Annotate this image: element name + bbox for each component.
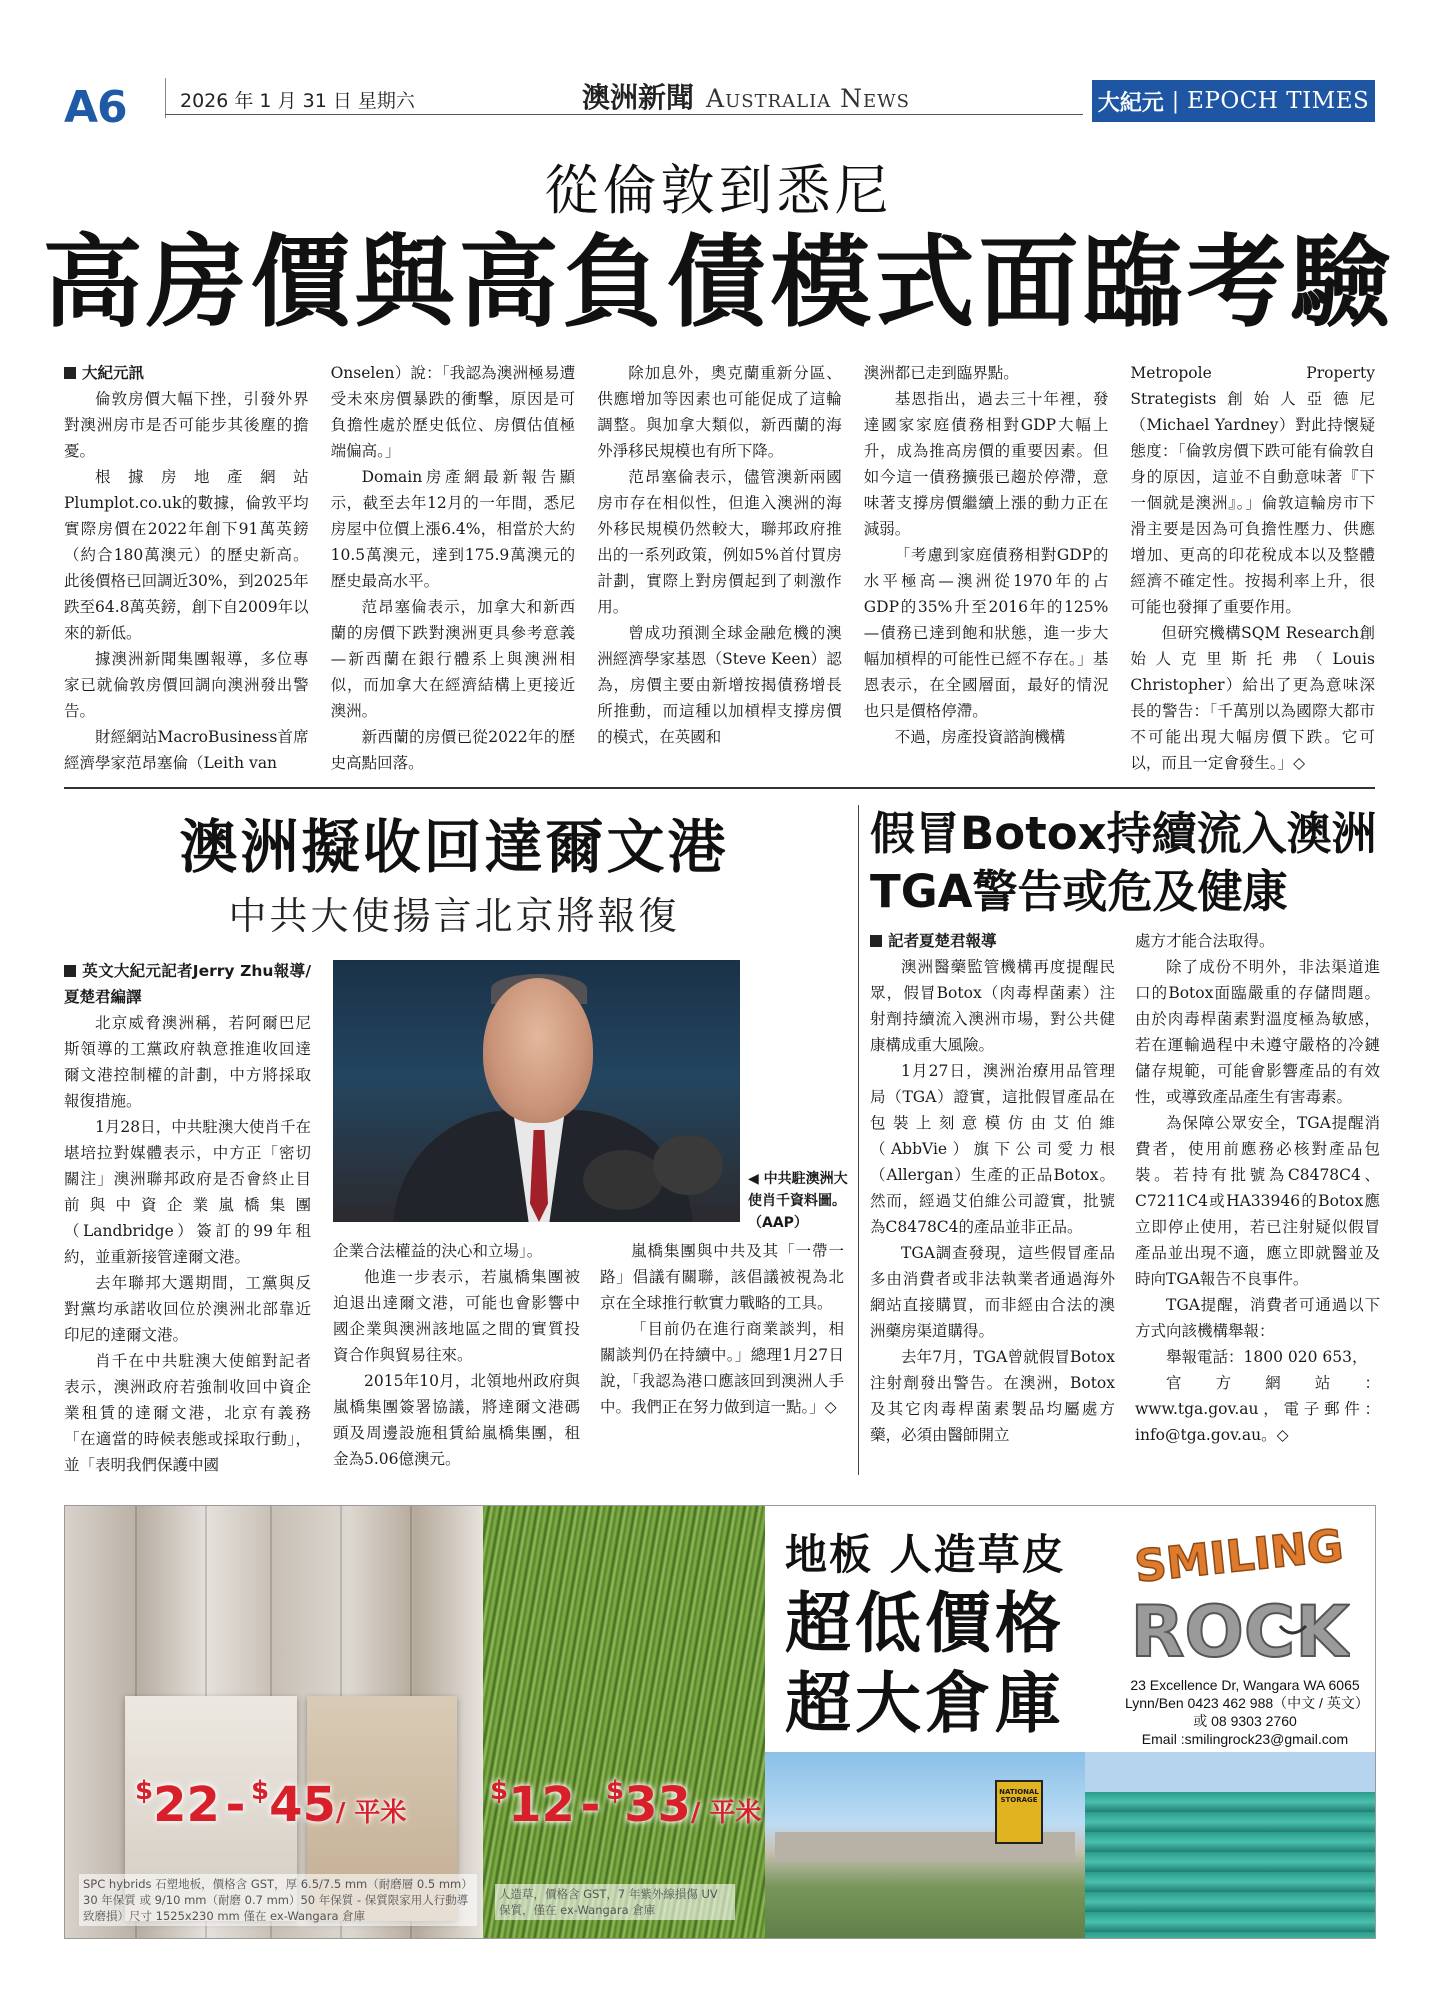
grass-note: 人造草，價格含 GST，7 年紫外線損傷 UV 保質，僅在 ex-Wangara 倉庫 xyxy=(495,1884,735,1920)
paragraph: Metropole Property Strategists創始人亞德尼（Michael Yardney）對此持懷疑態度：「倫敦房價下跌可能有倫敦自身的原因，這並不自動意味著『下一個就是澳洲』。」倫敦這輪房市下滑主要是因為可負擔性壓力、供應增加、更高的印花稅成本以及整體經濟不確定性。按揭利率上升，很可能也發揮了重要作用。 xyxy=(1130,364,1375,616)
paragraph: 去年7月，TGA曾就假冒Botox注射劑發出警告。在澳洲，Botox及其它肉毒桿菌素製品均屬處方藥，必須由醫師開立 xyxy=(870,1348,1115,1444)
paragraph: 為保障公眾安全，TGA提醒消費者，使用前應務必核對產品包裝。若持有批號為C8478C4、C7211C4或HA33946的Botox應立即停止使用，若已注射疑似假冒產品並出現不適，應立即就醫並及時向TGA報告不良事件。 xyxy=(1135,1114,1380,1288)
paragraph: 處方才能合法取得。 xyxy=(1135,932,1275,950)
paragraph: 基恩指出，過去三十年裡，發達國家家庭債務相對GDP大幅上升，成為推高房價的重要因素。但如今這一債務擴張已趨於停滯，意味著支撐房價繼續上漲的動力正在減弱。 xyxy=(863,390,1109,538)
story1-column-3 xyxy=(597,360,842,775)
story2-column-1 xyxy=(64,958,311,1478)
price-unit: / 平米 xyxy=(690,1798,762,1828)
paragraph: 「考慮到家庭債務相對GDP的水平極高—澳洲從1970年的占GDP的35%升至2016年的125%—債務已達到飽和狀態，進一步大幅加槓桿的可能性已經不存在。」基恩表示，在全國層面，最好的情況也只是價格停滯。 xyxy=(863,546,1109,720)
currency-symbol: $ xyxy=(490,1776,509,1806)
section-name-zh: 澳洲新聞 xyxy=(582,81,695,114)
story2-column-2 xyxy=(333,1238,580,1472)
flooring-price xyxy=(135,1776,406,1833)
paragraph: 除加息外，奧克蘭重新分區、供應增加等因素也可能促成了這輪調整。與加拿大類似，新西蘭的海外淨移民規模也有所下降。 xyxy=(597,364,842,460)
warehouse-yard-image xyxy=(765,1752,1085,1939)
issue-date: 2026 年 1 月 31 日 星期六 xyxy=(180,90,415,112)
logo-word-smiling: SMILING xyxy=(1132,1520,1346,1593)
report-contact: 官方網站：www.tga.gov.au，電子郵件：info@tga.gov.au。◇ xyxy=(1135,1374,1380,1444)
currency-symbol: $ xyxy=(135,1776,154,1806)
paragraph: 但研究機構SQM Research創始人克里斯托弗（Louis Christopher）給出了更為意味深長的警告：「千萬別以為國際大都市不可能出現大幅房價下跌。它可以，而且一定會發生。」◇ xyxy=(1130,624,1375,772)
paragraph: 他進一步表示，若嵐橋集團被迫退出達爾文港，可能也會影響中國企業與澳洲該地區之間的實質投資合作與貿易往來。 xyxy=(333,1268,580,1364)
paragraph: 新西蘭的房價已從2022年的歷史高點回落。 xyxy=(330,728,576,772)
storage-sign: NATIONAL STORAGE xyxy=(995,1780,1043,1844)
price-to: 45 xyxy=(269,1777,336,1833)
logo-word-rock: ROCK xyxy=(1130,1591,1350,1673)
story2-byline xyxy=(64,958,311,1010)
photo-microphone-shape xyxy=(583,1150,663,1210)
price-to: 33 xyxy=(624,1777,691,1833)
story1-body xyxy=(64,360,1375,775)
paragraph: 財經網站MacroBusiness首席經濟學家范昂塞倫（Leith van xyxy=(64,728,309,772)
story3-headline xyxy=(870,805,1380,921)
price-from: 22 xyxy=(153,1777,220,1833)
ad-contact xyxy=(1125,1676,1369,1748)
ad-phone-landline: 或 08 9303 2760 xyxy=(1193,1713,1297,1729)
story2-headline: 澳洲擬收回達爾文港 xyxy=(179,813,729,881)
ad-slogan-line-1: 超低價格 xyxy=(785,1585,1065,1662)
price-unit: / 平米 xyxy=(335,1798,407,1828)
ambassador-photo xyxy=(333,960,740,1222)
story3-byline xyxy=(870,928,1115,954)
photo-microphone-shape xyxy=(653,1135,723,1195)
ad-email: Email :smilingrock23@gmail.com xyxy=(1141,1731,1349,1747)
byline-marker xyxy=(64,965,76,977)
paragraph: 范昂塞倫表示，儘管澳新兩國房市存在相似性，但進入澳洲的海外移民規模仍然較大，聯邦政府推出的一系列政策，例如5%首付買房計劃，實際上對房價起到了刺激作用。 xyxy=(597,468,842,616)
paragraph: 澳洲醫藥監管機構再度提醒民眾，假冒Botox（肉毒桿菌素）注射劑持續流入澳洲市場，對公共健康構成重大風險。 xyxy=(870,958,1115,1054)
price-dash: - xyxy=(225,1777,246,1833)
story1-headline: 高房價與高負債模式面臨考驗 xyxy=(42,223,1395,341)
column-divider xyxy=(858,805,859,1475)
paragraph: 1月28日，中共駐澳大使肖千在堪培拉對媒體表示，中方正「密切關注」澳洲聯邦政府是否會終止目前與中資企業嵐橋集團（Landbridge）簽訂的99年租約，並重新接管達爾文港。 xyxy=(64,1118,311,1266)
paragraph: 北京威脅澳洲稱，若阿爾巴尼斯領導的工黨政府執意推進收回達爾文港控制權的計劃，中方將採取報復措施。 xyxy=(64,1014,311,1110)
paragraph: 曾成功預測全球金融危機的澳洲經濟學家基恩（Steve Keen）認為，房價主要由新增按揭債務增長所推動，而這種以加槓桿支撐房價的模式，在英國和 xyxy=(597,624,842,746)
paragraph: Domain房產網最新報告顯示，截至去年12月的一年間，悉尼房屋中位價上漲6.4%，相當於大約10.5萬澳元，達到175.9萬澳元的歷史最高水平。 xyxy=(330,468,576,590)
section-label xyxy=(582,76,910,116)
story3-headline-line-1: 假冒Botox持續流入澳洲 xyxy=(870,807,1377,860)
story2-column-3 xyxy=(600,1238,844,1420)
story1-column-5 xyxy=(1130,360,1375,775)
story1-column-1 xyxy=(64,360,309,775)
flooring-note: SPC hybrids 石塑地板，價格含 GST，厚 6.5/7.5 mm（耐磨層 0.5 mm）30 年保質 或 9/10 mm（耐磨 0.7 mm）50 年保質 - 保質限家用人行動導致磨損）尺寸 1525x230 mm 僅在 ex-Wangara 倉庫 xyxy=(79,1874,477,1926)
paragraph: 企業合法權益的決心和立場」。 xyxy=(333,1242,543,1260)
ad-slogan-line-2: 超大倉庫 xyxy=(785,1665,1065,1742)
ad-phone-mobile: Lynn/Ben 0423 462 988（中文 / 英文） xyxy=(1125,1695,1369,1711)
flooring-advertisement xyxy=(64,1505,1376,1939)
grass-rolls-image xyxy=(1085,1752,1376,1939)
paragraph: 不過，房產投資諮詢機構 xyxy=(894,728,1066,746)
paragraph: 2015年10月，北領地州政府與嵐橋集團簽署協議，將達爾文港碼頭及周邊設施租賃給嵐橋集團，租金為5.06億澳元。 xyxy=(333,1372,580,1468)
story3-headline-line-2: TGA警告或危及健康 xyxy=(870,865,1288,918)
byline-marker xyxy=(64,367,76,379)
ad-title-slogan xyxy=(785,1584,1065,1744)
paragraph: 「目前仍在進行商業談判，相關談判仍在持續中。」總理1月27日說，「我認為港口應該回到澳洲人手中。我們正在努力做到這一點。」◇ xyxy=(600,1320,844,1416)
story1-byline-text: 大紀元訊 xyxy=(82,364,145,382)
brand-separator: | xyxy=(1171,88,1180,114)
currency-symbol: $ xyxy=(250,1776,270,1806)
smiling-rock-logo xyxy=(1130,1516,1350,1688)
page-number: A6 xyxy=(64,82,127,133)
masthead-divider xyxy=(165,78,166,118)
report-phone: 舉報電話：1800 020 653， xyxy=(1166,1348,1368,1366)
artificial-grass-image xyxy=(483,1506,765,1939)
story3-column-1 xyxy=(870,928,1115,1448)
brand-name-zh: 大紀元 xyxy=(1097,89,1164,116)
currency-symbol: $ xyxy=(605,1776,625,1806)
brand-name-en: EPOCH TIMES xyxy=(1187,88,1370,114)
story3-column-2 xyxy=(1135,928,1380,1448)
price-dash: - xyxy=(580,1777,601,1833)
paragraph: TGA調查發現，這些假冒產品多由消費者或非法執業者通過海外網站直接購買，而非經由合法的澳洲藥房渠道購得。 xyxy=(870,1244,1115,1340)
story1-byline xyxy=(64,360,309,386)
brand-logo xyxy=(1092,80,1375,122)
paragraph: 范昂塞倫表示，加拿大和新西蘭的房價下跌對澳洲更具參考意義—新西蘭在銀行體系上與澳洲相似，而加拿大在經濟結構上更接近澳洲。 xyxy=(330,598,576,720)
paragraph: 1月27日，澳洲治療用品管理局（TGA）證實，這批假冒產品在包裝上刻意模仿由艾伯維（AbbVie）旗下公司愛力根（Allergan）生產的正品Botox。然而，經過艾伯維公司證實，批號為C8478C4的產品並非正品。 xyxy=(870,1062,1115,1236)
ad-address: 23 Excellence Dr, Wangara WA 6065 xyxy=(1130,1677,1360,1693)
sky-shape xyxy=(1085,1752,1376,1792)
paragraph: 據澳洲新聞集團報導，多位專家已就倫敦房價回調向澳洲發出警告。 xyxy=(64,650,309,720)
story2-byline-text: 英文大紀元記者Jerry Zhu報導/夏楚君編譯 xyxy=(64,962,311,1006)
grass-price xyxy=(490,1776,761,1833)
photo-face-shape xyxy=(483,978,593,1123)
paragraph: 除了成份不明外，非法渠道進口的Botox面臨嚴重的存儲問題。由於肉毒桿菌素對溫度極為敏感，若在運輸過程中未遵守嚴格的冷鏈儲存規範，可能會影響產品的有效性，或導致產品產生有害毒素。 xyxy=(1135,958,1380,1106)
paragraph: 嵐橋集團與中共及其「一帶一路」倡議有關聯，該倡議被視為北京在全球推行軟實力戰略的工具。 xyxy=(600,1242,844,1312)
masthead-rule xyxy=(165,114,1083,115)
paragraph: 肖千在中共駐澳大使館對記者表示，澳洲政府若強制收回中資企業租賃的達爾文港，北京有義務「在適當的時候表態或採取行動」，並「表明我們保護中國 xyxy=(64,1352,311,1474)
paragraph: 根據房地產網站Plumplot.co.uk的數據，倫敦平均實際房價在2022年創下91萬英鎊（約合180萬澳元）的歷史新高。此後價格已回調近30%，到2025年跌至64.8萬英鎊，創下自2009年以來的新低。 xyxy=(64,468,309,642)
section-rule xyxy=(64,787,1375,789)
byline-marker xyxy=(870,935,882,947)
story1-kicker: 從倫敦到悉尼 xyxy=(544,159,893,222)
paragraph: Onselen）說：「我認為澳洲極易遭受未來房價暴跌的衝擊，原因是可負擔性處於歷史低位、房價估值極端偏高。」 xyxy=(330,364,576,460)
ad-title-products: 地板 人造草皮 xyxy=(785,1530,1066,1579)
paragraph: 倫敦房價大幅下挫，引發外界對澳洲房市是否可能步其後塵的擔憂。 xyxy=(64,390,309,460)
photo-caption: ◀ 中共駐澳洲大使肖千資料圖。（AAP） xyxy=(748,1171,848,1231)
story1-column-2 xyxy=(331,360,576,775)
paragraph: TGA提醒，消費者可通過以下方式向該機構舉報： xyxy=(1135,1296,1380,1340)
story2-subheadline: 中共大使揚言北京將報復 xyxy=(228,894,680,938)
section-name-en: Australia News xyxy=(706,84,910,113)
story1-column-4 xyxy=(864,360,1109,775)
price-from: 12 xyxy=(508,1777,575,1833)
paragraph: 澳洲都已走到臨界點。 xyxy=(863,364,1019,382)
story3-byline-text: 記者夏楚君報導 xyxy=(888,932,997,950)
paragraph: 去年聯邦大選期間，工黨與反對黨均承諾收回位於澳洲北部靠近印尼的達爾文港。 xyxy=(64,1274,311,1344)
